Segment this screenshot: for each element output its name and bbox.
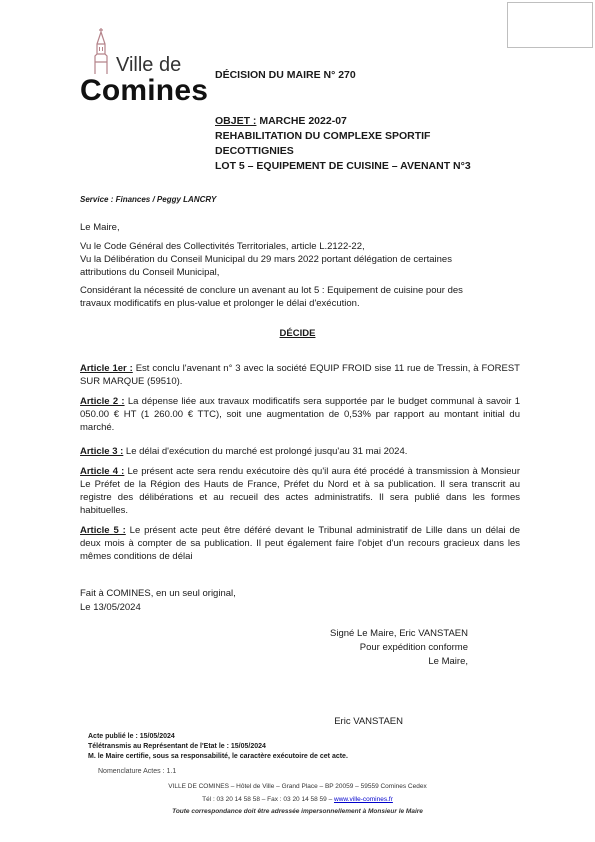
vu-deliberation-1: Vu la Délibération du Conseil Municipal du 29 mars 2022 portant délégation de certaines — [80, 254, 452, 265]
stamp-box — [507, 2, 593, 48]
article-3-text: Le délai d'exécution du marché est prolongé jusqu'au 31 mai 2024. — [123, 446, 408, 457]
article-5-label: Article 5 : — [80, 525, 126, 536]
publication-block — [88, 732, 348, 762]
vu-deliberation-2: attributions du Conseil Municipal, — [80, 267, 220, 278]
vu-code: Vu le Code Général des Collectivités Territoriales, article L.2122-22, — [80, 241, 365, 252]
publication-line-2: Télétransmis au Représentant de l'Etat le : 15/05/2024 — [88, 743, 266, 750]
logo-line-1: Ville de — [116, 54, 182, 76]
article-5 — [80, 524, 520, 563]
article-2-label: Article 2 : — [80, 396, 125, 407]
church-tower-icon — [92, 28, 110, 74]
objet-line-3: DECOTTIGNIES — [215, 145, 294, 157]
article-3 — [80, 445, 520, 458]
fait-a: Fait à COMINES, en un seul original, — [80, 588, 236, 599]
objet-line-1 — [215, 114, 347, 128]
service-line: Service : Finances / Peggy LANCRY — [80, 195, 217, 204]
article-5-text: Le présent acte peut être déféré devant le Tribunal administratif de Lille dans un délai de deux mois à compter de sa publication. Il peut également faire l'objet d'un recours gracieux dans les mêmes conditions de délai — [80, 525, 521, 562]
publication-line-3: M. le Maire certifie, sous sa responsabilité, le caractère exécutoire de cet acte. — [88, 753, 348, 760]
footer-contact: Tél : 03 20 14 58 58 – Fax : 03 20 14 58 59 – — [202, 796, 335, 803]
article-1 — [80, 362, 520, 388]
nomenclature: Nomenclature Actes : 1.1 — [98, 768, 177, 775]
objet-line-4: LOT 5 – EQUIPEMENT DE CUISINE – AVENANT N°3 — [215, 160, 471, 172]
decision-title: DÉCISION DU MAIRE N° 270 — [215, 69, 356, 81]
article-2 — [80, 395, 520, 434]
decide-heading: DÉCIDE — [279, 328, 316, 339]
article-3-label: Article 3 : — [80, 446, 124, 457]
footer-address: VILLE DE COMINES – Hôtel de Ville – Grand Place – BP 20059 – 59559 Comines Cedex — [168, 783, 427, 790]
article-1-text: Est conclu l'avenant n° 3 avec la société EQUIP FROID sise 11 rue de Tressin, à FOREST SUR MARQUE (59510). — [80, 363, 520, 387]
article-4-text: Le présent acte sera rendu exécutoire dès qu'il aura été procédé à transmission à Monsieur Le Préfet de la Région des Hauts de France, Préfet du Nord et à sa publication. Il sera transcrit au registre des délibérations et au recueil des actes administratifs. Il sera publié dans les formes habituelles. — [80, 466, 521, 516]
signature-name: Eric VANSTAEN — [334, 716, 403, 727]
considerant-1: Considérant la nécessité de conclure un avenant au lot 5 : Equipement de cuisine pour des — [80, 285, 463, 296]
signature-le-maire: Le Maire, — [428, 656, 468, 667]
date: Le 13/05/2024 — [80, 602, 141, 613]
objet-line-2: REHABILITATION DU COMPLEXE SPORTIF — [215, 130, 431, 142]
signature-signe: Signé Le Maire, Eric VANSTAEN — [330, 628, 468, 639]
article-4-label: Article 4 : — [80, 466, 125, 477]
website-link[interactable]: www.ville-comines.fr — [334, 796, 393, 803]
ville-de-comines-logo — [78, 28, 209, 110]
article-4 — [80, 465, 520, 517]
publication-line-1: Acte publié le : 15/05/2024 — [88, 733, 175, 740]
article-2-text: La dépense liée aux travaux modificatifs sera supportée par le budget communal à savoir 1 050.00 € HT (1 260.00 € TTC), soit une augmentation de 0,53% par rapport au montant initial du marché. — [80, 396, 521, 433]
footer-contact-line — [0, 795, 595, 805]
considerant-2: travaux modificatifs en plus-value et prolonger le délai d'exécution. — [80, 298, 360, 309]
signature-pour: Pour expédition conforme — [359, 642, 468, 653]
article-1-label: Article 1er : — [80, 363, 133, 374]
footer-note: Toute correspondance doit être adressée impersonnellement à Monsieur le Maire — [172, 808, 423, 815]
objet-text-1: MARCHE 2022-07 — [256, 115, 347, 127]
le-maire-intro: Le Maire, — [80, 222, 120, 233]
objet-label: OBJET : — [215, 115, 257, 127]
logo-line-2: Comines — [80, 74, 209, 107]
